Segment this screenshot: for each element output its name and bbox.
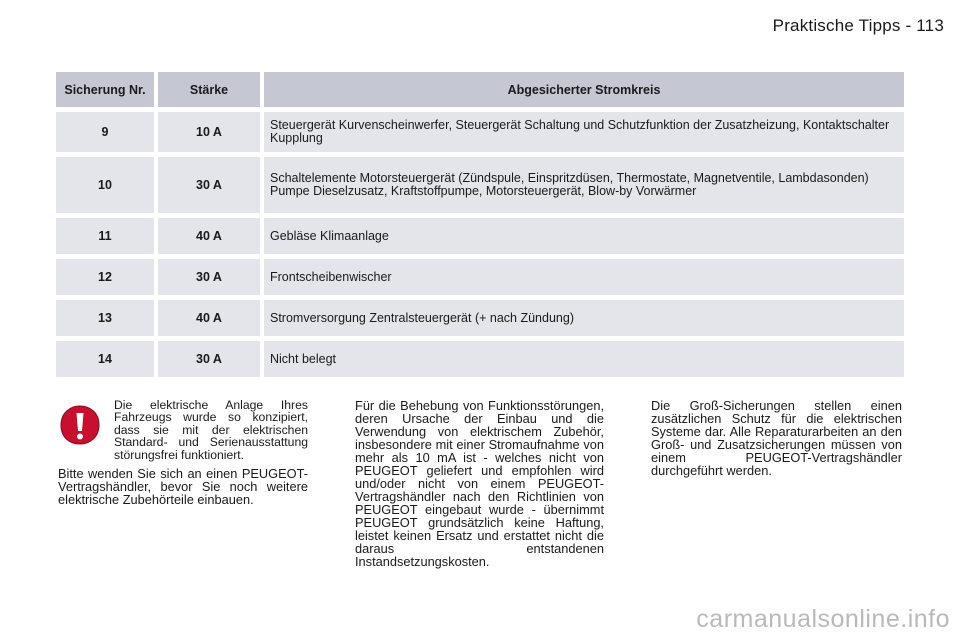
fuse-rating: 30 A: [158, 341, 264, 377]
fuse-circuit: Frontscheibenwischer: [264, 259, 904, 295]
fuse-circuit: Nicht belegt: [264, 341, 904, 377]
watermark: carmanualsonline.info: [696, 605, 950, 633]
fuse-rating: 30 A: [158, 259, 264, 295]
table-row: [56, 341, 904, 377]
text-column-1: Bitte wenden Sie sich an einen PEUGEOT-Vertragshändler, bevor Sie noch weitere elektrische Zubehörteile einbauen.: [58, 466, 308, 507]
fuse-number: 10: [56, 157, 158, 213]
text-column-3: Die Groß-Sicherungen stellen einen zusätzlichen Schutz für die elektrischen Systeme dar. Alle Reparaturarbeiten an den Groß- und Zusatzsicherungen müssen von einem PEUGEOT-Vertragshändler durchgeführt werden.: [651, 398, 902, 478]
fuse-rating: 40 A: [158, 218, 264, 254]
table-row: [56, 218, 904, 254]
fuse-number: 13: [56, 300, 158, 336]
fuse-number: 12: [56, 259, 158, 295]
fuse-circuit: Steuergerät Kurvenscheinwerfer, Steuergerät Schaltung und Schutzfunktion der Zusatzheizung, Kontaktschalter Kupplung: [264, 112, 904, 152]
table-row: [56, 157, 904, 213]
column-header-fuse-number: Sicherung Nr.: [56, 72, 158, 107]
fuse-number: 14: [56, 341, 158, 377]
text-column-2: Für die Behebung von Funktionsstörungen, deren Ursache der Einbau und die Verwendung von elektrischem Zubehör, insbesondere mit einer Stromaufnahme von mehr als 10 mA ist - welches nicht von PEUGEOT geliefert und empfohlen wird und/oder nicht von einem PEUGEOT-Vertragshändler nach den Richtlinien von PEUGEOT eingebaut wurde - übernimmt PEUGEOT grundsätzlich keine Haftung, leistet keinen Ersatz und erstattet nicht die daraus entstandenen Instandsetzungskosten.: [355, 398, 604, 569]
warning-text: Die elektrische Anlage Ihres Fahrzeugs wurde so konzipiert, dass sie mit der elektrischen Standard- und Serienausstattung störungsfrei funktioniert.: [114, 398, 308, 462]
table-row: [56, 112, 904, 152]
exclamation-icon: [58, 403, 102, 447]
fuse-table: [56, 67, 904, 382]
fuse-rating: 40 A: [158, 300, 264, 336]
fuse-circuit: Stromversorgung Zentralsteuergerät (+ nach Zündung): [264, 300, 904, 336]
table-row: [56, 300, 904, 336]
table-row: [56, 259, 904, 295]
fuse-circuit: Schaltelemente Motorsteuergerät (Zündspule, Einspritzdüsen, Thermostate, Magnetventile, Lambdasonden) Pumpe Dieselzusatz, Kraftstoffpumpe, Motorsteuergerät, Blow-by Vorwärmer: [264, 157, 904, 213]
table-header-row: [56, 72, 904, 107]
fuse-rating: 30 A: [158, 157, 264, 213]
fuse-number: 9: [56, 112, 158, 152]
fuse-number: 11: [56, 218, 158, 254]
page-title: Praktische Tipps - 113: [772, 16, 944, 35]
fuse-circuit: Gebläse Klimaanlage: [264, 218, 904, 254]
column-header-rating: Stärke: [158, 72, 264, 107]
fuse-rating: 10 A: [158, 112, 264, 152]
column-header-circuit: Abgesicherter Stromkreis: [264, 72, 904, 107]
